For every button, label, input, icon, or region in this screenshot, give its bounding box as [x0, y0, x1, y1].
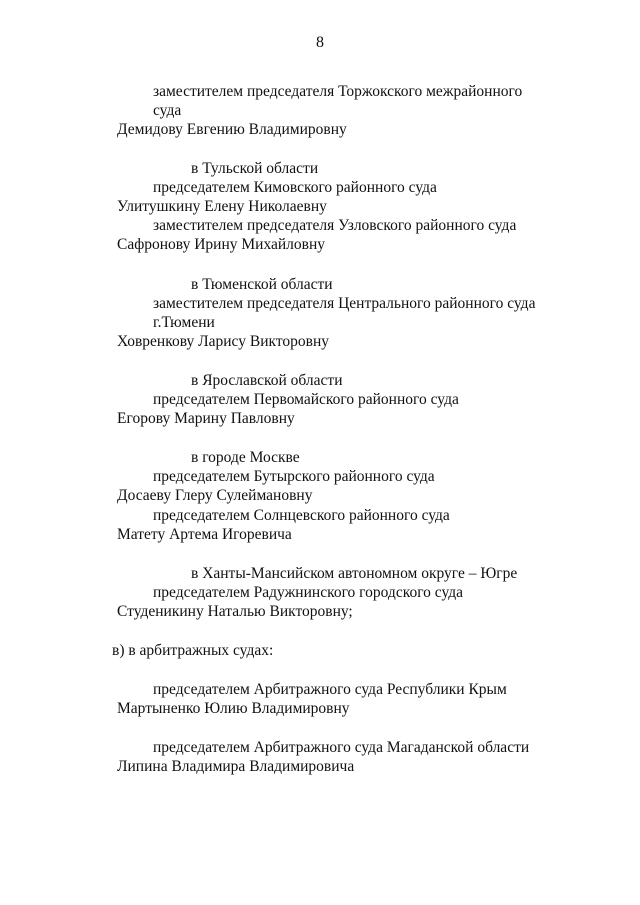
- section-heading-arbitration-courts: в) в арбитражных судах:: [112, 642, 274, 659]
- appointment-position: председателем Первомайского районного суда: [153, 391, 459, 408]
- appointment-position: председателем Арбитражного суда Магаданской области: [153, 739, 530, 756]
- appointment-position-continued: суда: [153, 102, 182, 119]
- appointment-position: заместителем председателя Узловского районного суда: [153, 217, 517, 234]
- appointment-position: председателем Кимовского районного суда: [153, 179, 437, 196]
- appointment-position: председателем Радужнинского городского суда: [153, 584, 464, 601]
- appointee-name: Демидову Евгению Владимировну: [117, 121, 347, 138]
- region-heading: в Ярославской области: [191, 372, 343, 389]
- appointee-name: Досаеву Глеру Сулеймановну: [117, 487, 313, 504]
- region-heading: в Тюменской области: [191, 276, 333, 293]
- appointment-position: заместителем председателя Торжокского межрайонного: [153, 83, 523, 100]
- appointee-name: Сафронову Ирину Михайловну: [117, 236, 326, 253]
- appointment-position: заместителем председателя Центрального районного суда: [153, 295, 536, 312]
- appointment-position: председателем Бутырского районного суда: [153, 468, 435, 485]
- appointee-name: Егорову Марину Павловну: [117, 410, 295, 427]
- appointment-position: председателем Арбитражного суда Республики Крым: [153, 681, 507, 698]
- appointee-name: Мартыненко Юлию Владимировну: [117, 700, 350, 717]
- appointee-name: Липина Владимира Владимировича: [117, 758, 355, 775]
- page-number: 8: [316, 34, 324, 51]
- region-heading: в Ханты-Мансийском автономном округе – Югре: [191, 565, 518, 582]
- appointee-name: Студеникину Наталью Викторовну;: [117, 603, 353, 620]
- appointee-name: Улитушкину Елену Николаевну: [117, 198, 327, 215]
- region-heading: в Тульской области: [191, 160, 319, 177]
- appointee-name: Ховренкову Ларису Викторовну: [117, 333, 329, 350]
- appointment-position: председателем Солнцевского районного суда: [153, 507, 450, 524]
- appointee-name: Матету Артема Игоревича: [117, 526, 292, 543]
- appointment-position-continued: г.Тюмени: [153, 314, 215, 331]
- region-heading: в городе Москве: [191, 449, 300, 466]
